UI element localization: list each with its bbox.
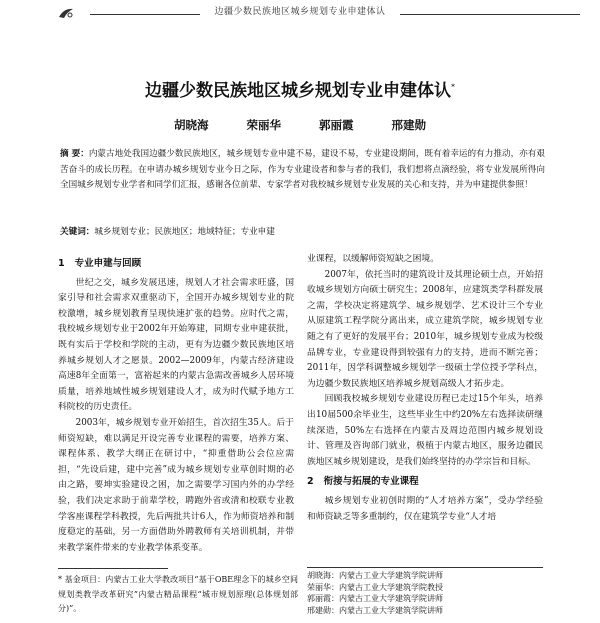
body-paragraph: 世纪之交，城乡发展迅速，规划人才社会需求旺盛，国家引导和社会需求双重驱动下，全国开办城乡规划专业的院校激增，城乡规划教育呈现快速扩张的趋势。应时代之需，我校城乡规划专业于2002年开始筹建，同期专业申建获批，既有实后于学校和学院的主动，更有为边疆少数民族地区培养城乡规划人才之愿景。2002—2009年，内蒙古经济建设高速8年全面第一，富裕起来的内蒙古急需改善城乡人居环境质量，培养地域性城乡规划建设人才，成为时代赋予地方工科院校的历史责任。 bbox=[58, 277, 294, 413]
paper-title-text: 边疆少数民族地区城乡规划专业申建体认 bbox=[145, 81, 451, 101]
author-list bbox=[0, 117, 600, 133]
section-number: 2 bbox=[307, 476, 314, 488]
body-paragraph-continued: 业课程，以缓解师资短缺之困境。 bbox=[307, 254, 439, 264]
body-paragraph: 2003年，城乡规划专业开始招生，首次招生35人。后于师资短缺，难以满足开设完善专业课程的需要，培养方案、课程体系、教学大纲正在研讨中，“抑重借助公会位应需担，“先设后建，建中完善”成为城乡规划专业草创时期的必由之路，要坤实验建设之困，加之需要学习国内外的办学经验，我们决定求助于前辈学校，聘跑外省或清和校联专业教学客座课程学科教授，先后两批共计6人，作为师资培养和制度稳定的基础，另一方面借助外聘教师有关培训机制，并带来教学案件带来的专业教学体系变革。 bbox=[58, 417, 294, 553]
footnote-mark: * bbox=[58, 575, 62, 584]
author-affiliation: 荣丽华：内蒙古工业大学建筑学院教授 bbox=[307, 582, 443, 592]
left-column bbox=[58, 252, 294, 556]
footnote-text: 基金项目：内蒙古工业大学教改项目“基于OBE理念下的城乡空间规划类教学改革研究”内蒙古精品课程“城市规划原理(总体规划部分)”。 bbox=[58, 575, 298, 613]
author-name: 邢建勋 bbox=[391, 118, 427, 132]
author-name: 郭丽霞 bbox=[319, 118, 354, 132]
keywords-label: 关键词： bbox=[60, 227, 95, 237]
running-title: 边疆少数民族地区城乡规划专业申建体认 bbox=[200, 4, 400, 17]
author-affiliation: 邢建勋：内蒙古工业大学建筑学院讲师 bbox=[307, 605, 443, 615]
section-title: 衔接与拓展的专业课程 bbox=[323, 476, 419, 488]
author-affiliation: 郭丽霞：内蒙古工业大学建筑学院讲师 bbox=[307, 594, 443, 604]
abstract bbox=[60, 147, 545, 194]
author-name: 胡晓海 bbox=[173, 118, 209, 132]
right-column bbox=[307, 252, 543, 525]
section-heading bbox=[307, 474, 543, 490]
author-affiliations bbox=[307, 570, 543, 616]
abstract-label: 摘 要： bbox=[60, 149, 89, 159]
journal-logo-icon bbox=[58, 7, 74, 19]
author-affiliation: 胡晓海：内蒙古工业大学建筑学院讲师 bbox=[307, 571, 443, 580]
keywords-text: 城乡规划专业；民族地区；地域特征；专业申建 bbox=[94, 227, 275, 237]
abstract-text: 内蒙古地处我国边疆少数民族地区，城乡规划专业申建不易，建设不易，专业建设期间，既有着幸运的有力推动，亦有艰苦奋斗的成长历程。在申请办城乡规划专业今日之际，作为专业建设者和参与者的我们，我们想将点滴经验，将专业发展所得向全国城乡规划专业学者和同学们汇报，感谢各位前辈、专家学者对我校城乡规划专业发展的关心和支持，并为申建提供参照！ bbox=[60, 149, 545, 190]
running-header bbox=[0, 0, 600, 26]
paper-title bbox=[100, 76, 500, 101]
keywords bbox=[60, 225, 545, 239]
author-name: 荣丽华 bbox=[246, 118, 281, 132]
body-paragraph: 城乡规划专业初创时期的“人才培养方案”，受办学经验和师资缺乏等多重制约，仅在建筑学专业“人才培 bbox=[307, 495, 543, 522]
title-footnote-mark: * bbox=[451, 82, 455, 92]
author-info-rule bbox=[307, 567, 543, 568]
footnote-rule bbox=[58, 568, 168, 569]
section-heading bbox=[58, 256, 294, 272]
body-paragraph: 2007年，依托当时的建筑设计及其理论硕士点，开始招收城乡规划方向硕士研究生；2008年，应建筑类学科群发展之需，学校决定将建筑学、城乡规划学、艺术设计三个专业从原建筑工程学院分离出来，成立建筑学院，城乡规划专业随之有了更好的发展平台；2010年，城乡规划专业成为校级品牌专业，专业建设得到较强有力的支持，进而不断完善；2011年，因学科调整城乡规划学一级硕士学位授予学科点，为边疆少数民族地区培养城乡规划高级人才拓步走。 bbox=[307, 269, 543, 389]
section-title: 专业申建与回顾 bbox=[74, 258, 142, 269]
section-number: 1 bbox=[58, 258, 65, 269]
funding-footnote bbox=[58, 573, 298, 617]
body-paragraph: 回顾我校城乡规划专业建设历程已走过15个年头，培养出10届500余毕业生，这些毕业生中约20%左右选择读研继续深造，50%左右选择在内蒙古及周边范围内城乡规划设计、管理及咨询部门就业，极植于内蒙古地区，服务边疆民族地区城乡规划建设，是我们始终坚持的办学宗旨和目标。 bbox=[307, 394, 543, 467]
